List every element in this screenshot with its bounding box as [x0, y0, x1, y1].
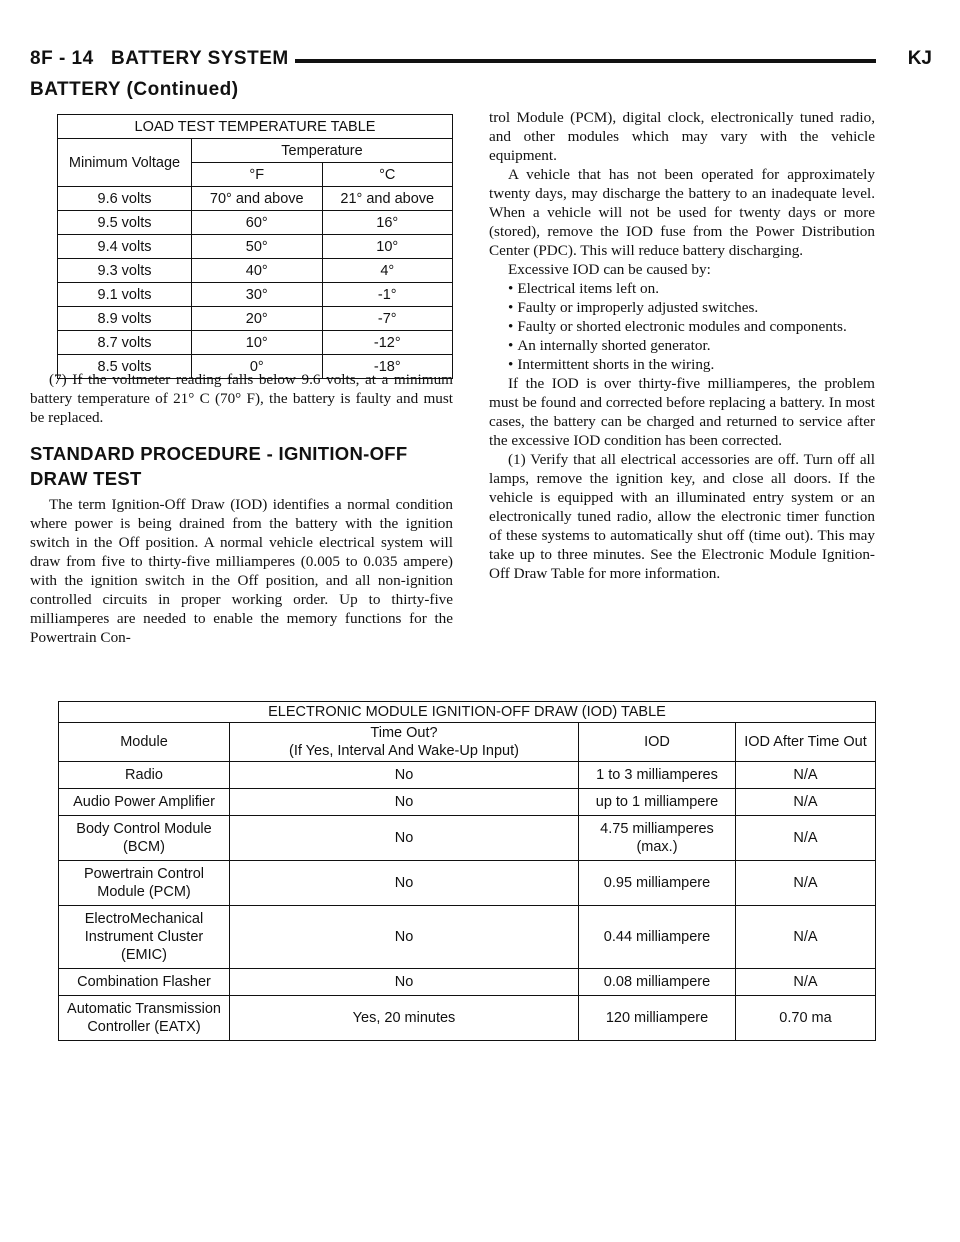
bullet-icon: • [508, 337, 514, 354]
table-cell: 9.5 volts [58, 211, 192, 235]
table-cell: 10° [192, 331, 323, 355]
table-row [59, 969, 876, 996]
table-title: ELECTRONIC MODULE IGNITION-OFF DRAW (IOD) TABLE [59, 702, 876, 723]
bullet-icon: • [508, 280, 514, 297]
table-cell: 4° [322, 259, 453, 283]
table-cell: 1 to 3 milliamperes [579, 762, 736, 789]
table-row [59, 996, 876, 1041]
cause-list [489, 279, 875, 374]
iod-intro: The term Ignition-Off Draw (IOD) identifies a normal condition where power is being drained from the battery with the ignition switch in the Off position. A normal vehicle electrical system will draw from five to thirty-five milliamperes (0.005 to 0.035 ampere) with the ignition switch in the Off position, and all non-ignition controlled circuits in proper working order. Up to thirty-five milliamperes are needed to enable the memory functions for the Powertrain Con- [30, 496, 453, 646]
section-name: BATTERY SYSTEM [111, 48, 289, 69]
table-cell: 8.9 volts [58, 307, 192, 331]
col-header-timeout: Time Out? (If Yes, Interval And Wake-Up Input) [230, 723, 579, 762]
list-item [489, 298, 875, 317]
table-cell: 4.75 milliamperes (max.) [579, 816, 736, 861]
table-row [59, 861, 876, 906]
col-header-module: Module [59, 723, 230, 762]
table-cell: 0.08 milliampere [579, 969, 736, 996]
step-7: (7) If the voltmeter reading falls below 9.6 volts, at a minimum battery temperature of 21° C (70° F), the battery is faulty and must be replaced. [30, 371, 453, 426]
table-row [58, 283, 453, 307]
table-cell: 9.4 volts [58, 235, 192, 259]
table-title: LOAD TEST TEMPERATURE TABLE [58, 115, 453, 139]
col-header-iod: IOD [579, 723, 736, 762]
left-column [30, 370, 453, 647]
right-column [489, 108, 875, 583]
bullet-icon: • [508, 318, 514, 335]
table-cell: 0° [192, 355, 323, 379]
table-cell: -18° [322, 355, 453, 379]
table-cell: Audio Power Amplifier [59, 789, 230, 816]
table-row [59, 789, 876, 816]
col-header-temperature: Temperature [192, 139, 453, 163]
col-header-iod-after: IOD After Time Out [736, 723, 876, 762]
list-item-text: Faulty or shorted electronic modules and components. [517, 318, 847, 335]
table-cell: Automatic Transmission Controller (EATX) [59, 996, 230, 1041]
load-test-table [57, 114, 453, 379]
table-cell: Powertrain Control Module (PCM) [59, 861, 230, 906]
bullet-icon: • [508, 356, 514, 373]
table-cell: 60° [192, 211, 323, 235]
list-item-text: Electrical items left on. [517, 280, 660, 297]
table-row [58, 187, 453, 211]
header-code: KJ [902, 48, 932, 70]
table-row [59, 762, 876, 789]
table-cell: 8.5 volts [58, 355, 192, 379]
table-cell: No [230, 816, 579, 861]
table-cell: 0.70 ma [736, 996, 876, 1041]
table-cell: No [230, 861, 579, 906]
header-title [30, 48, 295, 70]
table-cell: 21° and above [322, 187, 453, 211]
continued-heading: BATTERY (Continued) [30, 79, 239, 100]
table-cell: N/A [736, 816, 876, 861]
table-cell: 9.6 volts [58, 187, 192, 211]
table-cell: 9.1 volts [58, 283, 192, 307]
table-cell: up to 1 milliampere [579, 789, 736, 816]
table-cell: Radio [59, 762, 230, 789]
table-cell: -1° [322, 283, 453, 307]
table-cell: Combination Flasher [59, 969, 230, 996]
table-cell: 8.7 volts [58, 331, 192, 355]
table-row [59, 906, 876, 969]
table-cell: 70° and above [192, 187, 323, 211]
right-p1: trol Module (PCM), digital clock, electronically tuned radio, and other modules which may vary with the vehicle equipment. [489, 109, 875, 164]
table-cell: No [230, 762, 579, 789]
table-cell: 40° [192, 259, 323, 283]
table-row [58, 235, 453, 259]
table-row [58, 211, 453, 235]
table-cell: 120 milliampere [579, 996, 736, 1041]
iod-table [58, 701, 876, 1041]
col-header-c: °C [322, 163, 453, 187]
right-p2: A vehicle that has not been operated for approximately twenty days, may discharge the battery to an inadequate level. When a vehicle will not be used for twenty days or more (stored), remove the IOD fuse from the Power Distribution Center (PDC). This will reduce battery discharging. [489, 166, 875, 259]
col-header-f: °F [192, 163, 323, 187]
table-cell: 50° [192, 235, 323, 259]
table-row [59, 816, 876, 861]
table-cell: N/A [736, 861, 876, 906]
list-item-text: An internally shorted generator. [517, 337, 711, 354]
table-cell: N/A [736, 906, 876, 969]
list-item-text: Faulty or improperly adjusted switches. [517, 299, 759, 316]
list-item [489, 279, 875, 298]
table-cell: N/A [736, 762, 876, 789]
bullet-icon: • [508, 299, 514, 316]
table-cell: No [230, 969, 579, 996]
table-cell: N/A [736, 969, 876, 996]
table-cell: 9.3 volts [58, 259, 192, 283]
right-p4: If the IOD is over thirty-five milliamperes, the problem must be found and corrected before replacing a battery. In most cases, the battery can be charged and returned to service after the excessive IOD condition has been corrected. [489, 375, 875, 449]
page-number: 8F - 14 [30, 48, 94, 69]
table-cell: 30° [192, 283, 323, 307]
table-cell: ElectroMechanical Instrument Cluster (EMIC) [59, 906, 230, 969]
table-cell: 0.95 milliampere [579, 861, 736, 906]
table-row [58, 307, 453, 331]
list-item [489, 317, 875, 336]
table-cell: 20° [192, 307, 323, 331]
table-row [58, 331, 453, 355]
right-p3: Excessive IOD can be caused by: [508, 261, 711, 278]
table-row [58, 259, 453, 283]
table-cell: 16° [322, 211, 453, 235]
section-heading: STANDARD PROCEDURE - IGNITION-OFF DRAW TEST [30, 443, 408, 489]
list-item-text: Intermittent shorts in the wiring. [517, 356, 715, 373]
page-header [30, 48, 932, 76]
table-cell: 10° [322, 235, 453, 259]
list-item [489, 336, 875, 355]
table-cell: 0.44 milliampere [579, 906, 736, 969]
table-cell: Yes, 20 minutes [230, 996, 579, 1041]
list-item [489, 355, 875, 374]
table-cell: No [230, 906, 579, 969]
right-p5: (1) Verify that all electrical accessories are off. Turn off all lamps, remove the ignition key, and close all doors. If the vehicle is equipped with an illuminated entry system or an electronically tuned radio, allow the electronic timer function of these systems to automatically shut off (time out). This may take up to three minutes. See the Electronic Module Ignition-Off Draw Table for more information. [489, 451, 875, 582]
table-cell: -12° [322, 331, 453, 355]
table-cell: No [230, 789, 579, 816]
col-header-voltage: Minimum Voltage [58, 139, 192, 187]
table-cell: -7° [322, 307, 453, 331]
table-cell: Body Control Module (BCM) [59, 816, 230, 861]
table-cell: N/A [736, 789, 876, 816]
